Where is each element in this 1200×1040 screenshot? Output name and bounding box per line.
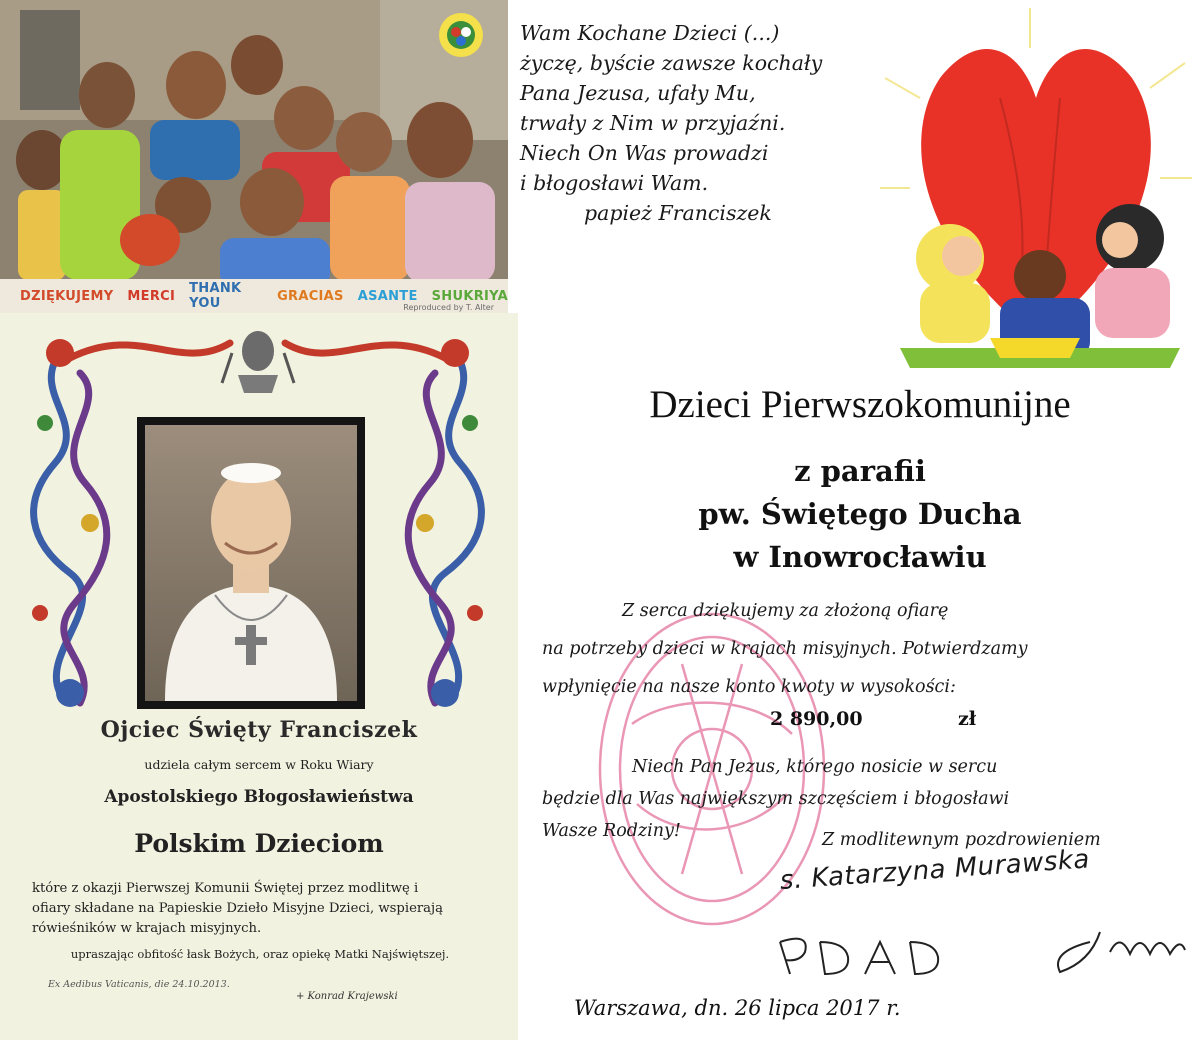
quote-line: Pana Jezusa, ufały Mu, xyxy=(520,81,756,105)
thanks-word: MERCI xyxy=(127,288,176,304)
letter-date: Warszawa, dn. 26 lipca 2017 r. xyxy=(574,996,901,1020)
letter-line: wpłynięcie na nasze konto kwoty w wysokości: xyxy=(542,677,956,697)
parish-line: z parafii xyxy=(794,454,926,488)
pope-portrait-frame xyxy=(137,417,365,709)
certificate-date: Ex Aedibus Vaticanis, die 24.10.2013. xyxy=(48,979,230,990)
thanks-word: GRACIAS xyxy=(277,288,344,304)
certificate-signature: + Konrad Krajewski xyxy=(296,991,398,1002)
parish-line: w Inowrocławiu xyxy=(733,540,987,574)
quote-line: życzę, byście zawsze kochały xyxy=(520,51,823,75)
certificate-line: udziela całym sercem w Roku Wiary xyxy=(144,757,374,772)
donation-currency: zł xyxy=(958,708,977,730)
quote-author: papież Franciszek xyxy=(584,201,772,225)
thanks-word: DZIĘKUJEMY xyxy=(20,288,114,304)
missionary-childhood-logo xyxy=(436,10,486,60)
certificate-body xyxy=(32,879,492,939)
pope-quote xyxy=(520,18,860,228)
children-photo-card xyxy=(0,0,508,313)
thanks-word: SHUKRIYA xyxy=(431,288,508,304)
certificate-blessing: Apostolskiego Błogosławieństwa xyxy=(104,787,414,807)
letter-line: Niech Pan Jezus, którego nosicie w sercu xyxy=(632,757,998,777)
photo-credit: Reproduced by T. Alter xyxy=(403,303,494,312)
quote-line: i błogosławi Wam. xyxy=(520,171,709,195)
heart-with-children-illustration xyxy=(880,8,1192,368)
letter-line: będzie dla Was największym szczęściem i błogosławi xyxy=(542,789,1010,809)
certificate-recipients: Polskim Dzieciom xyxy=(134,829,384,858)
greeting: Z modlitewnym pozdrowieniem xyxy=(822,830,1101,850)
letter-line: Wasze Rodziny! xyxy=(542,821,681,841)
quote-line: Wam Kochane Dzieci (...) xyxy=(520,21,780,45)
handwritten-initials xyxy=(770,912,1190,992)
letter-line: na potrzeby dzieci w krajach misyjnych. Potwierdzamy xyxy=(542,639,1028,659)
quote-line: trwały z Nim w przyjaźni. xyxy=(520,111,786,135)
parish-heading xyxy=(520,450,1200,579)
certificate-body-line: rówieśników w krajach misyjnych. xyxy=(32,921,262,936)
donation-amount: 2 890,00 xyxy=(770,708,863,730)
certificate-body-line: ofiary składane na Papieskie Dzieło Misyjne Dzieci, wspierają xyxy=(32,901,443,916)
handwritten-signature: s. Katarzyna Murawska xyxy=(778,844,1091,896)
letter-line: Z serca dziękujemy za złożoną ofiarę xyxy=(622,601,949,621)
quote-line: Niech On Was prowadzi xyxy=(520,141,769,165)
pope-francis-portrait xyxy=(145,425,357,701)
children-group-photo xyxy=(0,0,508,313)
thanks-word: THANK YOU xyxy=(189,281,242,311)
thanks-word: ASANTE xyxy=(357,288,418,304)
certificate-title: Ojciec Święty Franciszek xyxy=(100,717,418,743)
papal-blessing-certificate xyxy=(0,313,518,1040)
certificate-body-line: które z okazji Pierwszej Komunii Świętej przez modlitwę i xyxy=(32,881,419,896)
parish-line: pw. Świętego Ducha xyxy=(698,497,1022,531)
certificate-closing: upraszając obfitość łask Bożych, oraz opiekę Matki Najświętszej. xyxy=(70,947,450,961)
recipients-heading: Dzieci Pierwszokomunijne xyxy=(649,383,1071,426)
